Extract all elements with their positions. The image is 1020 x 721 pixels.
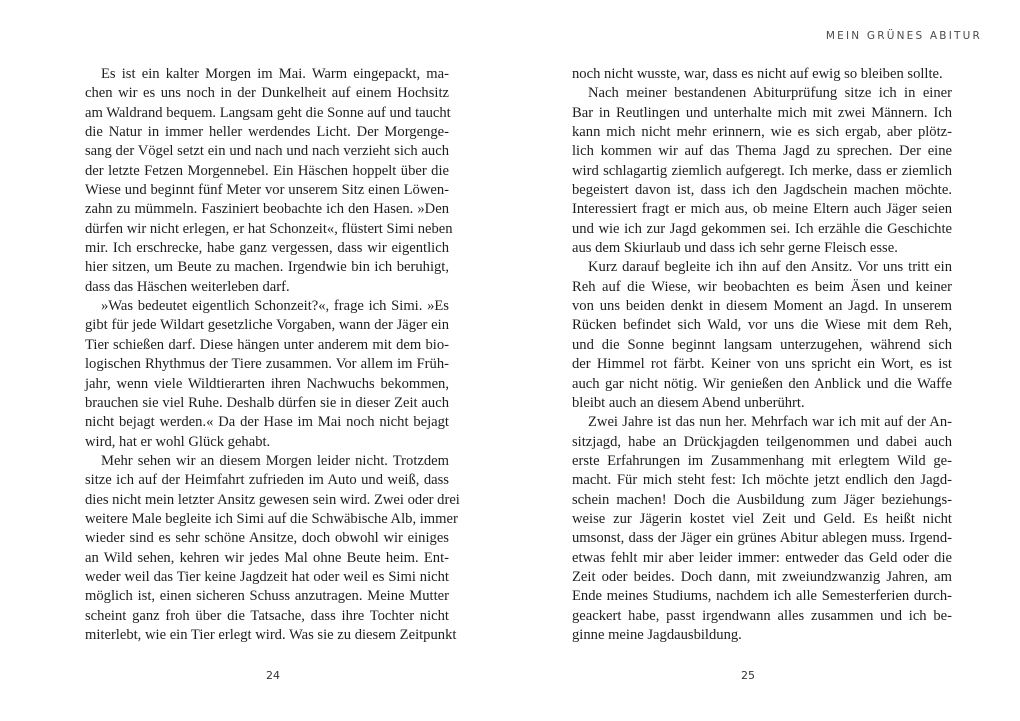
text-line: Tier schießen darf. Diese hängen unter anderem mit dem bio- bbox=[85, 336, 449, 353]
text-line: der Himmel rot färbt. Keiner von uns spricht ein Wort, es ist bbox=[572, 356, 952, 373]
text-line: die Natur in immer heller werdendes Licht. Der Morgenge- bbox=[85, 124, 449, 141]
text-line: dass das Häschen weiterleben darf. bbox=[85, 278, 290, 295]
text-line: Kurz darauf begleite ich ihn auf den Ansitz. Vor uns tritt ein bbox=[588, 259, 952, 276]
text-line: noch nicht wusste, war, dass es nicht auf ewig so bleiben sollte. bbox=[572, 66, 943, 82]
text-line: jahr, wenn viele Wildtierarten ihren Nachwuchs bekommen, bbox=[85, 375, 449, 392]
text-line: Wiese und beginnt fünf Meter vor unserem Sitz einen Löwen- bbox=[85, 182, 449, 199]
text-line: möglich ist, einen sicheren Schuss anzutragen. Meine Mutter bbox=[85, 588, 449, 605]
text-line: Reh auf die Wiese, wir beobachten es beim Äsen und keiner bbox=[572, 278, 952, 295]
text-line: gibt für jede Wildart gesetzliche Vorgaben, wann der Jäger ein bbox=[85, 317, 449, 334]
text-line: begeistert davon ist, dass ich den Jagdschein machen möchte. bbox=[572, 182, 952, 199]
text-line: Zwei Jahre ist das nun her. Mehrfach war ich mit auf der An- bbox=[588, 414, 952, 431]
text-line: weise zur Jägerin kostet viel Zeit und Geld. Es heißt nicht bbox=[572, 510, 952, 527]
text-line: wieder sind es sehr schöne Ansitze, doch obwohl wir einiges bbox=[85, 530, 449, 547]
text-line: etwas fehlt mir aber leider immer: entweder das Geld oder die bbox=[572, 549, 952, 566]
running-head: MEIN GRÜNES ABITUR bbox=[825, 30, 982, 42]
text-line: der letzte Fetzen Morgennebel. Ein Häschen hoppelt über die bbox=[85, 162, 449, 179]
text-line: weder weil das Tier keine Jagdzeit hat oder weil es Simi nicht bbox=[85, 568, 449, 585]
right-page-body-text bbox=[572, 65, 952, 645]
text-line: wird, hat er wohl Glück gehabt. bbox=[85, 433, 271, 450]
text-line: ginne meine Jagdausbildung. bbox=[572, 626, 742, 643]
text-line: an Wild sehen, kehren wir jedes Mal ohne Beute heim. Ent- bbox=[85, 549, 449, 566]
text-line: weitere Male begleite ich Simi auf die Schwäbische Alb, immer bbox=[85, 510, 458, 527]
text-line: sitzjagd, habe an Drückjagden teilgenommen und dabei auch bbox=[572, 433, 952, 450]
text-line: von uns beiden denkt in diesem Moment an Jagd. In unserem bbox=[572, 298, 952, 315]
page-number-right: 25 bbox=[741, 669, 755, 682]
text-line: chen wir es uns noch in der Dunkelheit auf einem Hochsitz bbox=[85, 85, 449, 102]
text-line: Mehr sehen wir an diesem Morgen leider nicht. Trotzdem bbox=[101, 452, 449, 469]
text-line: Interessiert fragt er mich aus, ob meine Eltern auch Jäger seien bbox=[572, 201, 952, 218]
text-line: Bar in Reutlingen und unterhalte mich mit zwei Männern. Ich bbox=[572, 104, 952, 121]
page-number-left: 24 bbox=[266, 669, 280, 682]
right-page bbox=[510, 0, 1020, 721]
text-line: »Was bedeutet eigentlich Schonzeit?«, frage ich Simi. »Es bbox=[101, 298, 449, 315]
text-line: aus dem Skiurlaub und dass ich sehr gerne Fleisch esse. bbox=[572, 240, 898, 257]
left-page-body-text bbox=[85, 65, 460, 645]
text-line: mir. Ich erschrecke, habe ganz vergessen, dass wir eigentlich bbox=[85, 240, 449, 257]
text-line: Rücken befindet sich Wald, vor uns die Wiese mit dem Reh, bbox=[572, 317, 952, 334]
text-line: sang der Vögel setzt ein und nach und nach verzieht sich auch bbox=[85, 143, 449, 160]
text-line: und wie ich zur Jagd gekommen sei. Ich erzähle die Geschichte bbox=[572, 220, 952, 237]
text-line: zahn zu mümmeln. Fasziniert beobachte ich den Hasen. »Den bbox=[85, 201, 449, 218]
text-line: auch gar nicht nötig. Wir genießen den Anblick und die Waffe bbox=[572, 375, 952, 392]
text-line: macht. Für mich steht fest: Ich möchte jetzt endlich den Jagd- bbox=[572, 472, 952, 489]
text-line: geackert habe, passt irgendwann alles zusammen und ich be- bbox=[572, 607, 952, 624]
text-line: am Waldrand bequem. Langsam geht die Sonne auf und taucht bbox=[85, 104, 451, 121]
text-line: dürfen wir nicht erlegen, er hat Schonzeit«, flüstert Simi neben bbox=[85, 220, 453, 237]
text-line: Zeit oder beides. Doch dann, mit zweiundzwanzig Jahren, am bbox=[572, 568, 952, 585]
text-line: erste Erfahrungen im Zusammenhang mit erlegtem Wild ge- bbox=[572, 452, 952, 469]
text-line: Es ist ein kalter Morgen im Mai. Warm eingepackt, ma- bbox=[101, 66, 449, 82]
text-line: schein machen! Doch die Ausbildung zum Jäger beziehungs- bbox=[572, 491, 952, 508]
text-line: Nach meiner bestandenen Abiturprüfung sitze ich in einer bbox=[588, 85, 952, 102]
text-line: dies nicht mein letzter Ansitz gewesen sein wird. Zwei oder drei bbox=[85, 491, 460, 508]
text-line: wird schlagartig ziemlich aufgeregt. Ich merke, dass er ziemlich bbox=[572, 162, 952, 179]
text-line: sitze ich auf der Heimfahrt zufrieden im Auto und weiß, dass bbox=[85, 472, 449, 489]
text-line: kann mich nicht mehr erinnern, wie es sich ergab, aber plötz- bbox=[572, 124, 952, 141]
text-line: brauchen sie viel Ruhe. Deshalb dürfen sie in dieser Zeit auch bbox=[85, 394, 449, 411]
text-line: logischen Rhythmus der Tiere zusammen. Vor allem im Früh- bbox=[85, 356, 449, 373]
text-line: und die Sonne beginnt langsam unterzugehen, während sich bbox=[572, 336, 952, 353]
text-line: hier sitzen, um Beute zu machen. Irgendwie bin ich beruhigt, bbox=[85, 259, 449, 276]
text-line: nicht bejagt werden.« Da der Hase im Mai noch nicht bejagt bbox=[85, 414, 449, 431]
text-line: umsonst, dass der Jäger ein grünes Abitur ablegen muss. Irgend- bbox=[572, 530, 952, 547]
text-line: Ende meines Studiums, nachdem ich alle Semesterferien durch- bbox=[572, 588, 952, 605]
text-line: miterlebt, wie ein Tier erlegt wird. Was sie zu diesem Zeitpunkt bbox=[85, 626, 457, 643]
text-line: scheint ganz froh über die Tatsache, dass ihre Tochter nicht bbox=[85, 607, 449, 624]
text-line: lich kommen wir auf das Thema Jagd zu sprechen. Der eine bbox=[572, 143, 952, 160]
text-line: bleibt auch an diesem Abend unberührt. bbox=[572, 394, 805, 411]
